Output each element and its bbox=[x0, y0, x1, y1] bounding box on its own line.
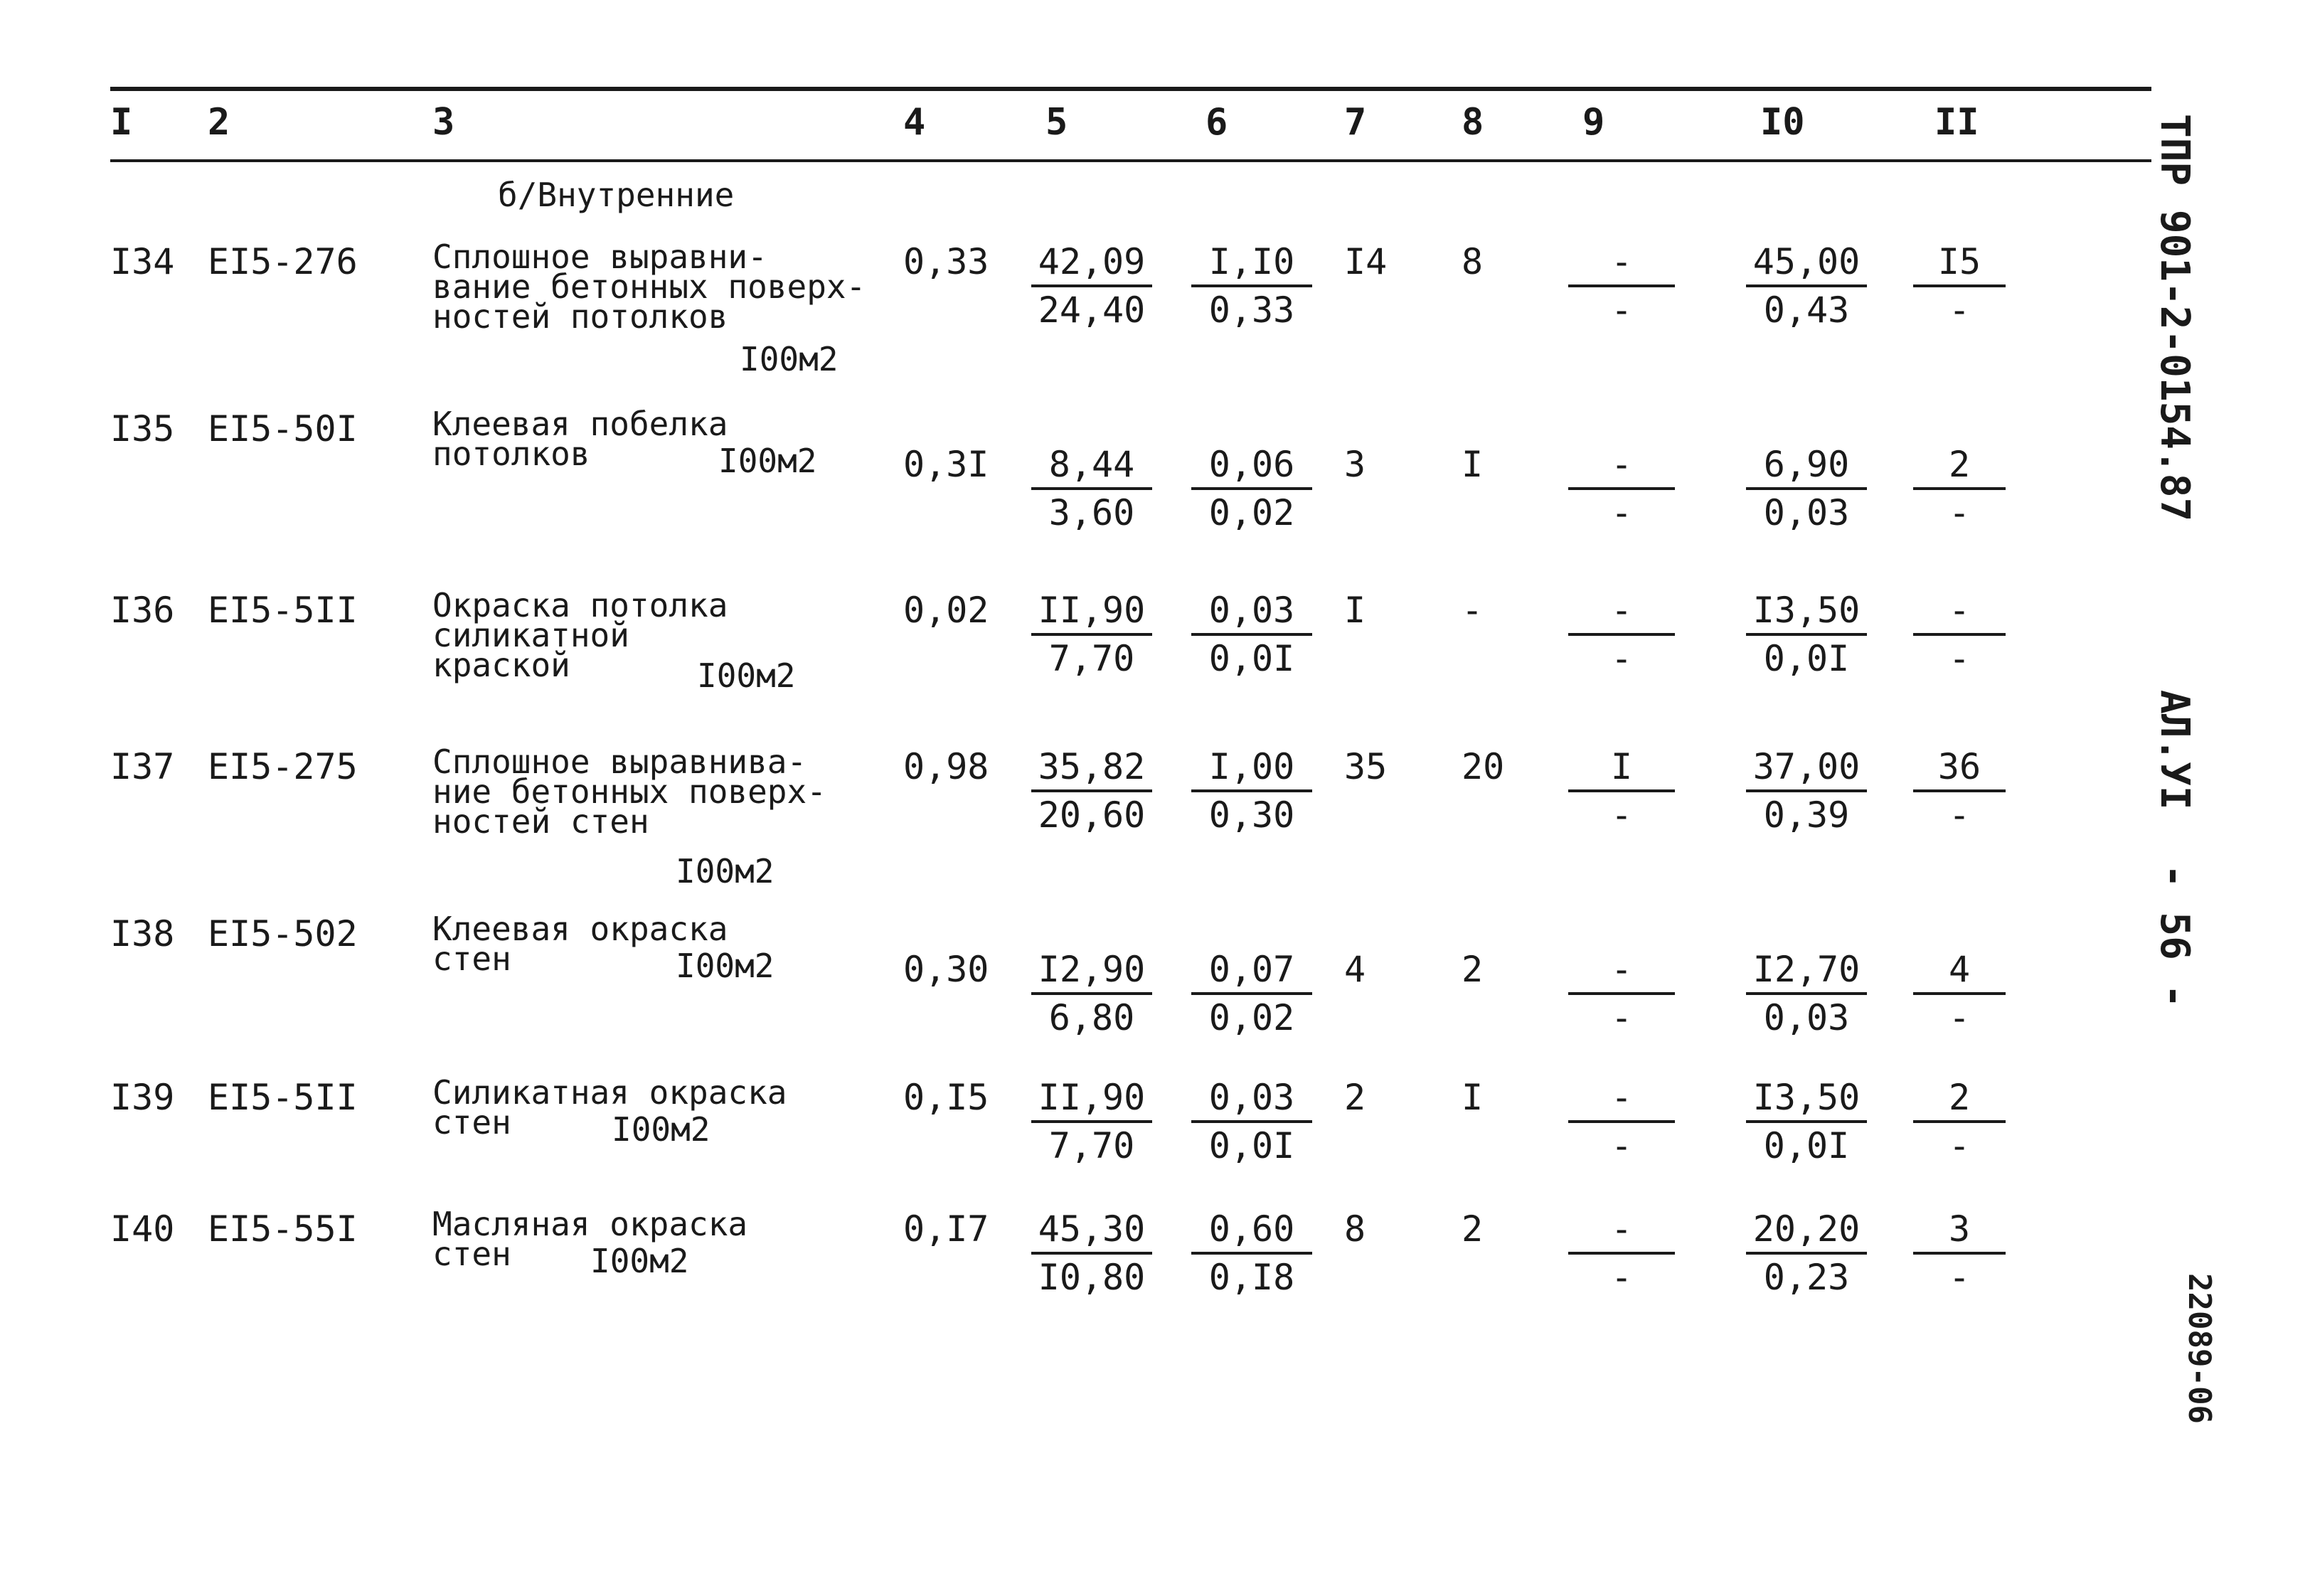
work-description: Окраска потолка силикатной краской bbox=[432, 586, 728, 684]
col10-fraction-numerator: 6,90 bbox=[1763, 444, 1850, 485]
col10-fraction-numerator: 20,20 bbox=[1752, 1208, 1861, 1250]
col11-fraction-numerator: 2 bbox=[1948, 444, 1971, 485]
unit-label: I00м2 bbox=[740, 340, 839, 378]
table-row bbox=[0, 1205, 2169, 1373]
col6-fraction-bar bbox=[1191, 789, 1312, 792]
table-row bbox=[0, 910, 2169, 1078]
col7-value: 35 bbox=[1344, 746, 1388, 787]
col8-value: 20 bbox=[1462, 746, 1505, 787]
work-description: Сплошное выравни- вание бетонных поверх- ностей потолков bbox=[432, 238, 866, 336]
col8-value: 8 bbox=[1462, 241, 1484, 282]
col7-value: 3 bbox=[1344, 444, 1366, 485]
col9-fraction-denominator: - bbox=[1610, 492, 1633, 533]
col6-fraction-denominator: 0,33 bbox=[1208, 289, 1295, 331]
col11-fraction-numerator: 4 bbox=[1948, 949, 1971, 990]
col11-fraction-numerator: 2 bbox=[1948, 1077, 1971, 1118]
col11-fraction-bar bbox=[1913, 633, 2006, 636]
col10-fraction-denominator: 0,39 bbox=[1763, 794, 1850, 836]
col11-fraction-denominator: - bbox=[1948, 997, 1971, 1038]
header-col-11: II bbox=[1934, 101, 1979, 144]
row-number: I35 bbox=[110, 408, 175, 449]
unit-label: I00м2 bbox=[718, 442, 817, 480]
col9-fraction-numerator: - bbox=[1610, 590, 1633, 631]
col11-fraction-bar bbox=[1913, 789, 2006, 792]
col10-fraction-numerator: I2,70 bbox=[1752, 949, 1861, 990]
quantity: 0,I7 bbox=[903, 1208, 989, 1250]
col9-fraction-numerator: - bbox=[1610, 1077, 1633, 1118]
header-col-1: I bbox=[110, 101, 133, 144]
col11-fraction-denominator: - bbox=[1948, 492, 1971, 533]
row-number: I37 bbox=[110, 746, 175, 787]
top-rule bbox=[110, 87, 2151, 91]
header-col-10: I0 bbox=[1760, 101, 1805, 144]
col5-fraction-bar bbox=[1031, 789, 1152, 792]
col9-fraction-denominator: - bbox=[1610, 638, 1633, 679]
col9-fraction-denominator: - bbox=[1610, 1125, 1633, 1166]
col10-fraction-bar bbox=[1746, 1120, 1867, 1123]
col5-fraction-numerator: II,90 bbox=[1038, 1077, 1146, 1118]
header-col-3: 3 bbox=[432, 101, 455, 144]
work-description: Силикатная окраска стен bbox=[432, 1073, 787, 1142]
col8-value: I bbox=[1462, 444, 1484, 485]
header-col-6: 6 bbox=[1205, 101, 1228, 144]
col5-fraction-numerator: I2,90 bbox=[1038, 949, 1146, 990]
col10-fraction-bar bbox=[1746, 487, 1867, 490]
col9-fraction-bar bbox=[1568, 1120, 1675, 1123]
col10-fraction-denominator: 0,23 bbox=[1763, 1257, 1850, 1298]
col11-fraction-bar bbox=[1913, 1120, 2006, 1123]
col5-fraction-bar bbox=[1031, 284, 1152, 287]
col10-fraction-numerator: 37,00 bbox=[1752, 746, 1861, 787]
col5-fraction-numerator: 42,09 bbox=[1038, 241, 1146, 282]
col9-fraction-bar bbox=[1568, 1252, 1675, 1255]
col9-fraction-bar bbox=[1568, 789, 1675, 792]
work-description: Клеевая побелка потолков bbox=[432, 405, 728, 473]
header-col-8: 8 bbox=[1462, 101, 1484, 144]
table-row bbox=[0, 586, 2169, 754]
norm-code: EI5-5II bbox=[208, 590, 358, 631]
col8-value: 2 bbox=[1462, 949, 1484, 990]
quantity: 0,98 bbox=[903, 746, 989, 787]
unit-label: I00м2 bbox=[676, 947, 775, 985]
norm-code: EI5-275 bbox=[208, 746, 358, 787]
col9-fraction-numerator: - bbox=[1610, 241, 1633, 282]
col10-fraction-bar bbox=[1746, 633, 1867, 636]
col11-fraction-denominator: - bbox=[1948, 1257, 1971, 1298]
col5-fraction-numerator: 35,82 bbox=[1038, 746, 1146, 787]
col10-fraction-denominator: 0,0I bbox=[1763, 638, 1850, 679]
col6-fraction-numerator: 0,06 bbox=[1208, 444, 1295, 485]
col6-fraction-denominator: 0,I8 bbox=[1208, 1257, 1295, 1298]
page-number: - 56 - bbox=[2151, 864, 2198, 1009]
col6-fraction-denominator: 0,0I bbox=[1208, 638, 1295, 679]
norm-code: EI5-276 bbox=[208, 241, 358, 282]
col6-fraction-numerator: 0,60 bbox=[1208, 1208, 1295, 1250]
col6-fraction-bar bbox=[1191, 633, 1312, 636]
norm-code: EI5-502 bbox=[208, 913, 358, 954]
col9-fraction-numerator: - bbox=[1610, 949, 1633, 990]
row-number: I38 bbox=[110, 913, 175, 954]
col11-fraction-denominator: - bbox=[1948, 638, 1971, 679]
col11-fraction-denominator: - bbox=[1948, 1125, 1971, 1166]
header-col-5: 5 bbox=[1045, 101, 1068, 144]
col5-fraction-numerator: 8,44 bbox=[1048, 444, 1135, 485]
quantity: 0,33 bbox=[903, 241, 989, 282]
work-description: Клеевая окраска стен bbox=[432, 910, 728, 978]
table-row bbox=[0, 405, 2169, 573]
col5-fraction-numerator: II,90 bbox=[1038, 590, 1146, 631]
unit-label: I00м2 bbox=[590, 1242, 689, 1280]
row-number: I36 bbox=[110, 590, 175, 631]
col10-fraction-denominator: 0,0I bbox=[1763, 1125, 1850, 1166]
col6-fraction-bar bbox=[1191, 1252, 1312, 1255]
col6-fraction-denominator: 0,0I bbox=[1208, 1125, 1295, 1166]
col7-value: I4 bbox=[1344, 241, 1388, 282]
header-rule bbox=[110, 159, 2151, 162]
col9-fraction-denominator: - bbox=[1610, 997, 1633, 1038]
col5-fraction-denominator: 3,60 bbox=[1048, 492, 1135, 533]
col6-fraction-bar bbox=[1191, 284, 1312, 287]
col10-fraction-numerator: I3,50 bbox=[1752, 1077, 1861, 1118]
col10-fraction-bar bbox=[1746, 1252, 1867, 1255]
col10-fraction-denominator: 0,03 bbox=[1763, 997, 1850, 1038]
col5-fraction-denominator: 7,70 bbox=[1048, 1125, 1135, 1166]
table-row bbox=[0, 743, 2169, 910]
row-number: I39 bbox=[110, 1077, 175, 1118]
col9-fraction-denominator: - bbox=[1610, 794, 1633, 836]
col11-fraction-denominator: - bbox=[1948, 794, 1971, 836]
quantity: 0,30 bbox=[903, 949, 989, 990]
norm-code: EI5-55I bbox=[208, 1208, 358, 1250]
col5-fraction-bar bbox=[1031, 992, 1152, 995]
col10-fraction-numerator: 45,00 bbox=[1752, 241, 1861, 282]
col8-value: 2 bbox=[1462, 1208, 1484, 1250]
col9-fraction-bar bbox=[1568, 487, 1675, 490]
col11-fraction-numerator: - bbox=[1948, 590, 1971, 631]
col6-fraction-numerator: I,I0 bbox=[1208, 241, 1295, 282]
col6-fraction-numerator: 0,07 bbox=[1208, 949, 1295, 990]
quantity: 0,I5 bbox=[903, 1077, 989, 1118]
col5-fraction-denominator: 6,80 bbox=[1048, 997, 1135, 1038]
col6-fraction-bar bbox=[1191, 1120, 1312, 1123]
col9-fraction-bar bbox=[1568, 633, 1675, 636]
col10-fraction-bar bbox=[1746, 992, 1867, 995]
col6-fraction-bar bbox=[1191, 992, 1312, 995]
col10-fraction-bar bbox=[1746, 284, 1867, 287]
quantity: 0,3I bbox=[903, 444, 989, 485]
col7-value: 2 bbox=[1344, 1077, 1366, 1118]
col11-fraction-denominator: - bbox=[1948, 289, 1971, 331]
col10-fraction-numerator: I3,50 bbox=[1752, 590, 1861, 631]
col5-fraction-bar bbox=[1031, 1120, 1152, 1123]
unit-label: I00м2 bbox=[612, 1110, 710, 1149]
unit-label: I00м2 bbox=[676, 852, 775, 890]
col7-value: I bbox=[1344, 590, 1366, 631]
col11-fraction-numerator: I5 bbox=[1937, 241, 1981, 282]
col11-fraction-bar bbox=[1913, 1252, 2006, 1255]
row-number: I34 bbox=[110, 241, 175, 282]
col5-fraction-denominator: 24,40 bbox=[1038, 289, 1146, 331]
col11-fraction-bar bbox=[1913, 992, 2006, 995]
col8-value: I bbox=[1462, 1077, 1484, 1118]
album-label: АЛ.УI bbox=[2151, 690, 2198, 810]
col5-fraction-bar bbox=[1031, 487, 1152, 490]
col11-fraction-numerator: 36 bbox=[1937, 746, 1981, 787]
col6-fraction-numerator: 0,03 bbox=[1208, 590, 1295, 631]
norm-code: EI5-5II bbox=[208, 1077, 358, 1118]
section-title: б/Внутренние bbox=[498, 176, 735, 214]
col6-fraction-denominator: 0,30 bbox=[1208, 794, 1295, 836]
col7-value: 8 bbox=[1344, 1208, 1366, 1250]
col7-value: 4 bbox=[1344, 949, 1366, 990]
doc-code: ТПР 901-2-0154.87 bbox=[2151, 114, 2198, 522]
header-col-2: 2 bbox=[208, 101, 230, 144]
col11-fraction-bar bbox=[1913, 284, 2006, 287]
col9-fraction-denominator: - bbox=[1610, 289, 1633, 331]
row-number: I40 bbox=[110, 1208, 175, 1250]
col9-fraction-numerator: I bbox=[1610, 746, 1633, 787]
col6-fraction-numerator: 0,03 bbox=[1208, 1077, 1295, 1118]
col6-fraction-denominator: 0,02 bbox=[1208, 997, 1295, 1038]
norm-code: EI5-50I bbox=[208, 408, 358, 449]
col5-fraction-denominator: 7,70 bbox=[1048, 638, 1135, 679]
unit-label: I00м2 bbox=[697, 656, 796, 695]
col9-fraction-denominator: - bbox=[1610, 1257, 1633, 1298]
col5-fraction-numerator: 45,30 bbox=[1038, 1208, 1146, 1250]
work-description: Сплошное выравнива- ние бетонных поверх- ностей стен bbox=[432, 743, 826, 841]
col9-fraction-numerator: - bbox=[1610, 444, 1633, 485]
header-col-4: 4 bbox=[903, 101, 926, 144]
col5-fraction-denominator: I0,80 bbox=[1038, 1257, 1146, 1298]
col10-fraction-bar bbox=[1746, 789, 1867, 792]
col9-fraction-bar bbox=[1568, 284, 1675, 287]
col8-value: - bbox=[1462, 590, 1484, 631]
col11-fraction-numerator: 3 bbox=[1948, 1208, 1971, 1250]
col6-fraction-bar bbox=[1191, 487, 1312, 490]
col6-fraction-numerator: I,00 bbox=[1208, 746, 1295, 787]
col11-fraction-bar bbox=[1913, 487, 2006, 490]
archive-stamp: 22089-06 bbox=[2181, 1273, 2218, 1424]
header-col-9: 9 bbox=[1582, 101, 1605, 144]
table-row bbox=[0, 238, 2169, 405]
col5-fraction-bar bbox=[1031, 633, 1152, 636]
work-description: Масляная окраска стен bbox=[432, 1205, 748, 1273]
col9-fraction-bar bbox=[1568, 992, 1675, 995]
col5-fraction-denominator: 20,60 bbox=[1038, 794, 1146, 836]
col10-fraction-denominator: 0,03 bbox=[1763, 492, 1850, 533]
col10-fraction-denominator: 0,43 bbox=[1763, 289, 1850, 331]
col9-fraction-numerator: - bbox=[1610, 1208, 1633, 1250]
col5-fraction-bar bbox=[1031, 1252, 1152, 1255]
col6-fraction-denominator: 0,02 bbox=[1208, 492, 1295, 533]
header-col-7: 7 bbox=[1344, 101, 1367, 144]
quantity: 0,02 bbox=[903, 590, 989, 631]
